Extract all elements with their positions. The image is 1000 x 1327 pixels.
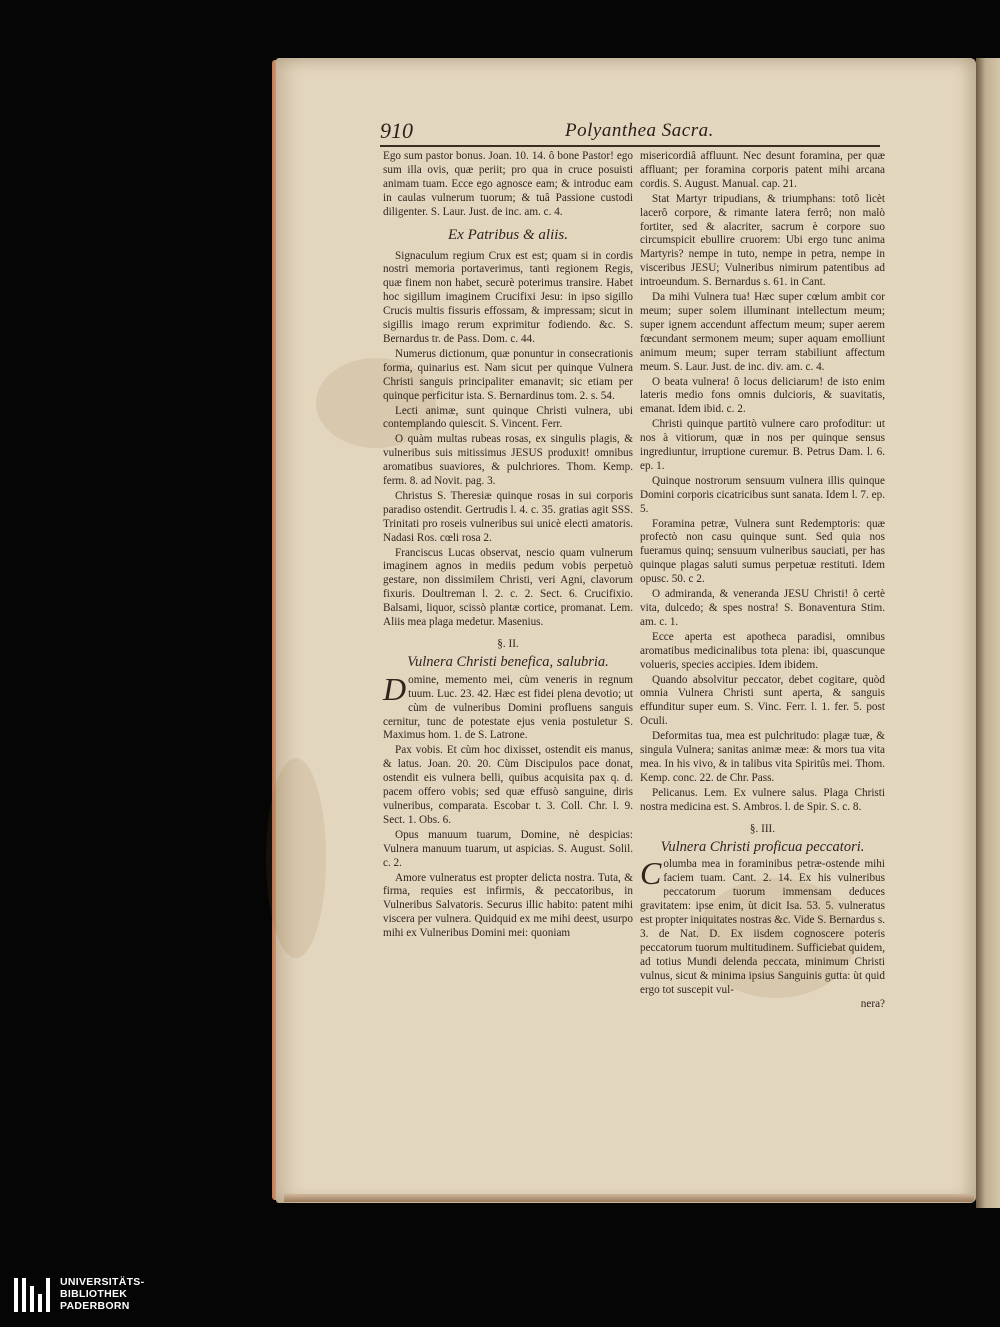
paragraph: Ego sum pastor bonus. Joan. 10. 14. ô bone Pastor! ego sum illa ovis, quæ periit; pro qua in cruce posuisti animam tuam. Ecce ego agnosce eam; & introduc eam in caulas vulnerum tuorum; & tuâ Passione custodi diligenter. S. Laur. Just. de inc. am. c. 4. xyxy=(383,150,633,218)
left-text-column xyxy=(383,150,633,942)
page-header xyxy=(380,118,880,148)
paragraph: O beata vulnera! ô locus deliciarum! de isto enim lateris medio fons omnis dulcioris, & suavitatis, emanat. Idem ibid. c. 2. xyxy=(640,375,885,416)
right-text-column xyxy=(640,150,885,1013)
paper-stain xyxy=(266,758,326,958)
paragraph: Signaculum regium Crux est est; quam si in cordis nostri memoria portaverimus, tanti regionem Regis, quæ finem non habet, securè poterimus transire. Habet hoc sigillum imaginem Crucifixi Jesu: in ipso sigillo Crucis multis fissuris effossam, & impressam; sicut in sigillis imago rerum exprimitur fodiendo. &c. S. Bernardus tr. de Pass. Dom. c. 44. xyxy=(383,249,633,345)
paragraph: Amore vulneratus est propter delicta nostra. Tuta, & firma, requies est infirmis, & peccatoribus, in Vulneribus Salvatoris. Securus illic habito: patent mihi viscera per vulnera. Quidquid ex me mihi deest, usurpo mihi ex Vulneribus Domini mei: quoniam xyxy=(383,871,633,940)
running-title: Polyanthea Sacra. xyxy=(565,120,714,141)
section-number: §. III. xyxy=(749,822,776,835)
library-logo xyxy=(14,1276,174,1316)
paragraph: Stat Martyr tripudians, & triumphans: totô licèt lacerô corpore, & rimante latera ferrô; non malò fortiter, sed & alacriter, sacrum è corpore suo circumspicit ebullire cruorem: Ubi ergo tunc anima Martyris? nempe in tuto, nempe in petra, nempe in visceribus JESU; Vulneribus nimirum patentibus ad introeundum. S. Bernardus s. 61. in Cant. xyxy=(640,192,885,289)
adjacent-page-edge xyxy=(976,58,1000,1208)
paragraph: Opus manuum tuarum, Domine, nè despicias: Vulnera manuum tuarum, ut aspicias. S. August. Solil. c. 2. xyxy=(383,828,633,869)
page-number: 910 xyxy=(380,118,413,143)
logo-line-3: PADERBORN xyxy=(60,1300,130,1312)
section-number: §. II. xyxy=(497,638,519,650)
drop-cap: D xyxy=(383,670,407,707)
paragraph: misericordiâ affluunt. Nec desunt foramina, per quæ affluant; per foramina corporis patent mihi arcana cordis. S. August. Manual. cap. 21. xyxy=(640,150,885,190)
paragraph: Christi quinque partitò vulnere caro profoditur: ut nos à vitiorum, quæ in nos per quinque sensus ingrediuntur, irruptione curemur. B. Petrus Dam. l. 6. ep. 1. xyxy=(640,418,885,472)
paragraph: O admiranda, & veneranda JESU Christi! ô certè vita, dulcedo; & spes nostra! S. Bonaventura Stim. am. c. 1. xyxy=(640,588,885,628)
paragraph: Ecce aperta est apotheca paradisi, omnibus aromatibus medicinalibus tota plena: ibi, quascunque volueris, species accipies. Idem ibidem. xyxy=(640,630,885,671)
drop-cap: C xyxy=(640,855,662,892)
paragraph: Foramina petræ, Vulnera sunt Redemptoris: quæ profectò non casu quinque sunt. Sed quia nos fueramus quinq; sensuum vulneribus sauciati, per has quinque plagas saluti sumus perpetuæ restituti. Idem opusc. 50. c 2. xyxy=(640,517,885,586)
paragraph: Deformitas tua, mea est pulchritudo: plagæ tuæ, & singula Vulnera; sanitas animæ meæ: & mors tua vita mea. In his vivo, & in talibus vita Spiritûs mei. Thom. Kemp. conc. 22. de Chr. Pass. xyxy=(640,730,885,784)
paragraph: Franciscus Lucas observat, nescio quam vulnerum imaginem agnos in mediis pedum vobis perpetuò gestare, non dissimilem Christi, veri Agni, clavorum fixuris. Doultreman l. 2. c. 2. Sect. 6. Crucifixio. Balsami, liquor, scissò plantæ cortice, promanat. Lem. Aliis mea plaga medetur. Masenius. xyxy=(383,546,633,629)
section-subtitle: Vulnera Christi benefica, salubria. xyxy=(407,653,609,670)
paragraph: Da mihi Vulnera tua! Hæc super cœlum ambit cor meum; super solem illuminant intellectum meum; super ignem accendunt affectum meum; super aerem fœcundant sermonem meum; super aquam emolliunt animum meum; super terram stabiliunt affectum meum. S. Laur. Just. de inc. div. am. c. 4. xyxy=(640,291,885,373)
paragraph: Quando absolvitur peccator, debet cogitare, quòd omnia Vulnera Christi sunt aperta, & sanguis effunditur super eum. S. Vinc. Ferr. l. 1. fer. 5. post Oculi. xyxy=(640,673,885,728)
logo-line-1: UNIVERSITÄTS- xyxy=(60,1276,145,1288)
logo-line-2: BIBLIOTHEK xyxy=(60,1288,128,1300)
paragraph: Lecti animæ, sunt quinque Christi vulnera, ubi contemplando quiescit. S. Vincent. Ferr. xyxy=(383,404,633,431)
header-rule xyxy=(380,145,880,147)
paragraph: Quinque nostrorum sensuum vulnera illis quinque Domini corporis cicatricibus sunt sanata. Idem l. 7. ep. 5. xyxy=(640,474,885,515)
paragraph xyxy=(640,855,885,997)
catchword: nera? xyxy=(860,998,885,1011)
logo-text xyxy=(60,1276,144,1312)
paragraph-text: omine, memento mei, cùm veneris in regnum tuum. Luc. 23. 42. Hæc est fidei plena devotio; ut cùm de vulneribus Domini profluens sanguis cernitur, tunc de potestate ejus venia postuletur S. Maximus hom. 1. de S. Latrone. xyxy=(383,673,633,742)
page-bottom-edge xyxy=(284,1194,974,1202)
paragraph: Christus S. Theresiæ quinque rosas in sui corporis paradiso ostendit. Gertrudis l. 4. c. 35. gratias agit SSS. Trinitati pro roseis vulneribus sui unicè electi amatoris. Nadasi Ros. cœli rosa 2. xyxy=(383,489,633,544)
paragraph: Numerus dictionum, quæ ponuntur in consecrationis forma, quinarius est. Nam sicut per quinque Vulnera Christi sanguis principaliter emanavit; sic etiam per quinque perficitur ista. S. Bernardinus tom. 2. s. 54. xyxy=(383,347,633,402)
paragraph xyxy=(383,670,633,744)
paragraph: Pelicanus. Lem. Ex vulnere salus. Plaga Christi nostra medicina est. S. Ambros. l. de Spir. S. c. 8. xyxy=(640,786,885,813)
paragraph-text: olumba mea in foraminibus petræ-ostende mihi faciem tuam. Cant. 2. 14. Ex his vulneribus peccatorum tuorum immensam deduces gravitatem: ipse enim, ùt dicit Isa. 53. 5. vulneratus est propter iniquitates nostras &c. Vide S. Bernardus s. 3. de Nat. D. Ex iisdem cognoscere poteris peccatorum tuorum multitudinem. Sufficiebat quidem, ad totius Mundi delenda peccata, minimum Christi vulnus, sicut & minima ipsius Sanguinis gutta: ùt quid ergo tot suscepit vul- xyxy=(640,858,885,996)
paragraph: Pax vobis. Et cùm hoc dixisset, ostendit eis manus, & latus. Joan. 20. 20. Cùm Discipulos pace donat, ostendit eis vulnera belli, quibus acquisita pax q. d. pacem offero vobis; sed quæ effusò sanguine, diris vulneribus, comparata. Escobar t. 3. Coll. Chr. l. 9. Sect. 1. Obs. 6. xyxy=(383,744,633,826)
logo-bars-icon xyxy=(14,1278,54,1312)
section-heading: Ex Patribus & aliis. xyxy=(448,226,568,243)
paragraph: O quàm multas rubeas rosas, ex singulis plagis, & vulneribus suis mitissimus JESUS produxit! omnibus aromatibus suaviores, & pulchriores. Thom. Kemp. ferm. 8. ad Novit. pag. 3. xyxy=(383,433,633,488)
section-subtitle: Vulnera Christi proficua peccatori. xyxy=(660,838,865,855)
